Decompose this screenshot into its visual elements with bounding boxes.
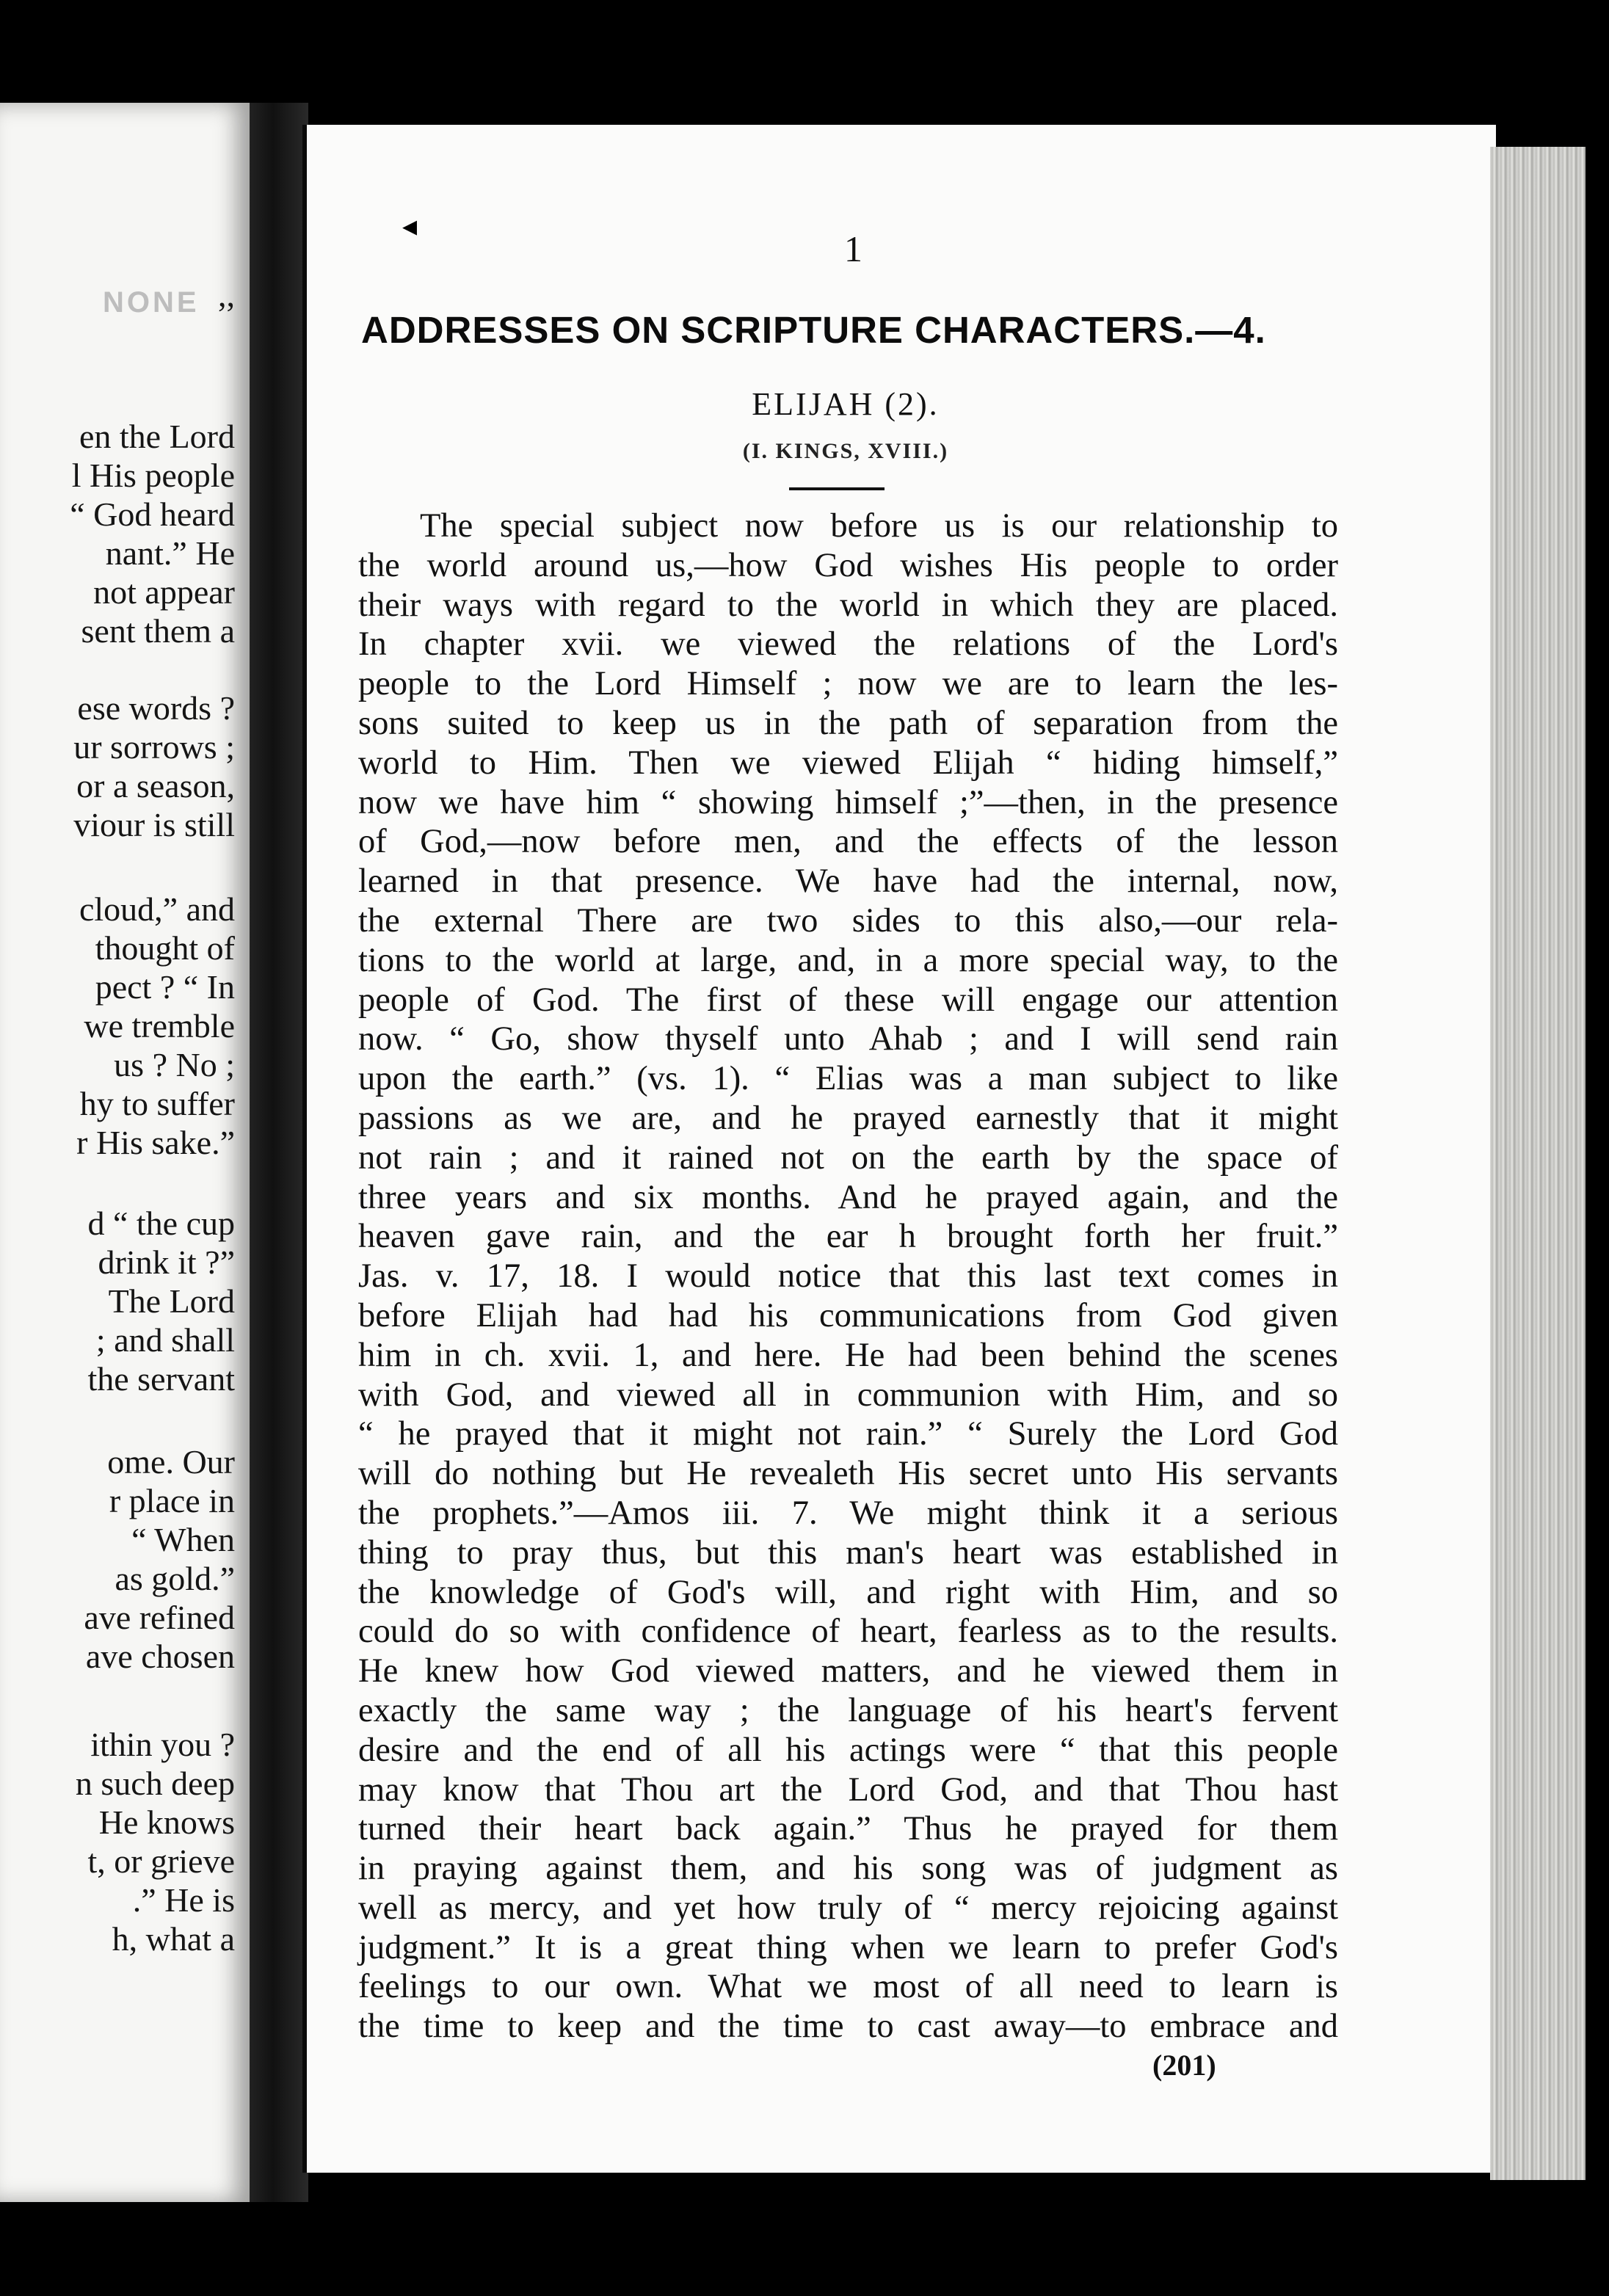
body-line: the prophets.”—Amos iii. 7. We might think it a serious: [358, 1494, 1338, 1532]
body-line: now. “ Go, show thyself unto Ahab ; and I will send rain: [358, 1020, 1338, 1058]
left-page-line: viour is still: [73, 806, 235, 843]
left-page-line: us ? No ;: [114, 1046, 235, 1083]
body-line: could do so with confidence of heart, fearless as to the results.: [358, 1613, 1338, 1651]
left-page-line: sent them a: [81, 612, 235, 650]
left-page-bleedthrough: NONE: [103, 286, 200, 319]
left-page-line: not appear: [93, 573, 235, 611]
body-line: the time to keep and the time to cast away—to embrace and: [358, 2008, 1338, 2046]
body-line: learned in that presence. We have had the internal, now,: [358, 862, 1338, 901]
left-page-line: the servant: [87, 1360, 235, 1398]
body-line: may know that Thou art the Lord God, and that Thou hast: [358, 1770, 1338, 1809]
body-line: upon the earth.” (vs. 1). “ Elias was a man subject to like: [358, 1060, 1338, 1098]
left-page-line: He knows: [98, 1803, 235, 1841]
left-page-line: r place in: [109, 1482, 235, 1519]
left-page-line: ,,: [218, 276, 235, 313]
left-page-line: en the Lord: [79, 418, 235, 455]
left-page-line: ithin you ?: [90, 1726, 235, 1763]
left-page-line: pect ? “ In: [95, 968, 235, 1006]
body-line: in praying against them, and his song was of judgment as: [358, 1850, 1338, 1888]
body-line: “ he prayed that it might not rain.” “ Surely the Lord God: [358, 1415, 1338, 1453]
book-gutter: [250, 103, 308, 2202]
body-line: turned their heart back again.” Thus he prayed for them: [358, 1810, 1338, 1848]
body-line: their ways with regard to the world in which they are placed.: [358, 586, 1338, 624]
body-text: [358, 506, 1338, 2046]
body-line: with God, and viewed all in communion with Him, and so: [358, 1376, 1338, 1414]
left-page-line: l His people: [71, 457, 235, 494]
body-line: him in ch. xvii. 1, and here. He had been behind the scenes: [358, 1336, 1338, 1374]
chapter-title: ELIJAH (2).: [752, 386, 940, 422]
left-page-line: r His sake.”: [76, 1124, 235, 1161]
left-page-line: ome. Our: [107, 1443, 235, 1481]
left-page-line: ave refined: [84, 1599, 235, 1636]
body-line: not rain ; and it rained not on the earth by the space of: [358, 1138, 1338, 1177]
left-page-line: t, or grieve: [87, 1842, 235, 1880]
body-line: the world around us,—how God wishes His people to order: [358, 546, 1338, 584]
body-line: Jas. v. 17, 18. I would notice that this last text comes in: [358, 1257, 1338, 1296]
title-rule: [789, 487, 885, 490]
left-page-line: .” He is: [132, 1881, 235, 1919]
body-line: In chapter xvii. we viewed the relations of the Lord's: [358, 625, 1338, 664]
body-line: judgment.” It is a great thing when we learn to prefer God's: [358, 1928, 1338, 1966]
body-line: the knowledge of God's will, and right with Him, and so: [358, 1573, 1338, 1611]
left-page-line: ave chosen: [85, 1638, 235, 1675]
ink-speck-mark: ◂: [402, 209, 418, 242]
left-page-line: nant.” He: [105, 534, 235, 572]
body-line: thing to pray thus, but this man's heart was established in: [358, 1533, 1338, 1572]
left-page-line: “ When: [131, 1521, 235, 1558]
body-line: tions to the world at large, and, in a more special way, to the: [358, 941, 1338, 979]
ink-speck-mark: •: [1299, 43, 1307, 67]
body-line: world to Him. Then we viewed Elijah “ hiding himself,”: [358, 744, 1338, 782]
body-line: sons suited to keep us in the path of separation from the: [358, 704, 1338, 742]
left-page: [0, 103, 250, 2202]
left-page-line: ; and shall: [95, 1321, 235, 1359]
left-page-line: “ God heard: [70, 495, 235, 533]
folio-number: (201): [1152, 2049, 1216, 2082]
body-line: people to the Lord Himself ; now we are to learn the les-: [358, 665, 1338, 703]
body-line: exactly the same way ; the language of his heart's fervent: [358, 1691, 1338, 1729]
running-title: ADDRESSES ON SCRIPTURE CHARACTERS.—4.: [361, 309, 1266, 351]
body-line: well as mercy, and yet how truly of “ mercy rejoicing against: [358, 1889, 1338, 1927]
left-page-line: The Lord: [108, 1282, 235, 1320]
left-page-line: h, what a: [112, 1920, 235, 1958]
left-page-line: d “ the cup: [87, 1205, 235, 1242]
left-page-line: we tremble: [84, 1007, 235, 1045]
left-page-line: cloud,” and: [79, 890, 235, 928]
body-line: heaven gave rain, and the ear h brought forth her fruit.”: [358, 1218, 1338, 1256]
body-line: desire and the end of all his actings were “ that this people: [358, 1731, 1338, 1769]
page-edges: [1490, 147, 1586, 2180]
left-page-line: thought of: [95, 929, 235, 967]
body-line: of God,—now before men, and the effects of the lesson: [358, 823, 1338, 861]
body-line: before Elijah had had his communications from God given: [358, 1296, 1338, 1334]
left-page-line: drink it ?”: [98, 1243, 235, 1281]
body-line: now we have him “ showing himself ;”—then, in the presence: [358, 783, 1338, 821]
left-page-line: ese words ?: [77, 689, 235, 727]
body-line: the external There are two sides to this also,—our rela-: [358, 901, 1338, 940]
body-line: feelings to our own. What we most of all need to learn is: [358, 1968, 1338, 2006]
body-line: He knew how God viewed matters, and he viewed them in: [358, 1652, 1338, 1690]
body-line: three years and six months. And he prayed again, and the: [358, 1178, 1338, 1216]
left-page-line: ur sorrows ;: [73, 728, 235, 766]
page-number: 1: [844, 228, 862, 269]
left-page-line: n such deep: [75, 1765, 235, 1802]
body-line: people of God. The first of these will engage our attention: [358, 981, 1338, 1019]
left-page-line: hy to suffer: [79, 1085, 235, 1122]
body-line: The special subject now before us is our relationship to: [420, 507, 1338, 545]
left-page-line: or a season,: [76, 767, 235, 804]
left-page-line: as gold.”: [115, 1560, 235, 1597]
chapter-reference: (I. KINGS, XVIII.): [742, 439, 949, 463]
body-line: will do nothing but He revealeth His secret unto His servants: [358, 1455, 1338, 1493]
body-line: passions as we are, and he prayed earnestly that it might: [358, 1099, 1338, 1137]
